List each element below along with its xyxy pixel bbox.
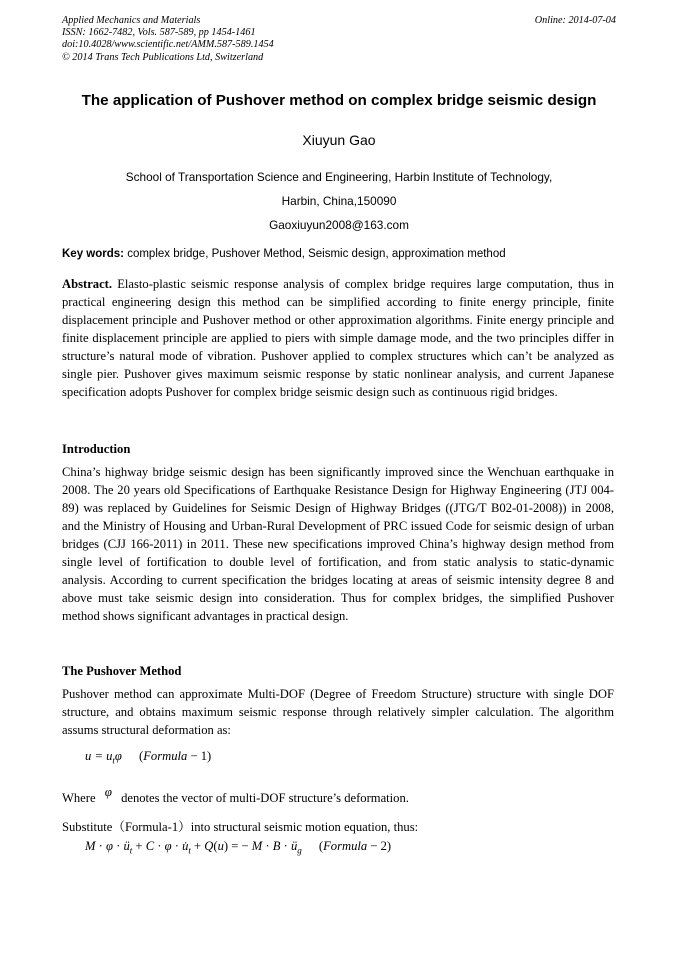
- issn-line: ISSN: 1662-7482, Vols. 587-589, pp 1454-1461: [62, 27, 256, 39]
- journal-header: [62, 15, 616, 64]
- substitute-line: Substitute（Formula-1）into structural seismic motion equation, thus:: [62, 820, 419, 834]
- affiliation-line-2: Harbin, China,150090: [281, 194, 397, 208]
- keywords-text: complex bridge, Pushover Method, Seismic design, approximation method: [127, 248, 506, 260]
- doi-line: doi:10.4028/www.scientific.net/AMM.587-589.1454: [62, 39, 274, 51]
- abstract-label: Abstract.: [62, 277, 113, 291]
- pushover-text: Pushover method can approximate Multi-DOF (Degree of Freedom Structure) structure with single DOF structure, and obtains maximum seismic response through relatively simpler calculation. The algorithm assums structural deformation as:: [62, 687, 614, 737]
- copyright-line: © 2014 Trans Tech Publications Ltd, Switzerland: [62, 51, 264, 63]
- online-date: Online: 2014-07-04: [534, 15, 616, 26]
- author-email: Gaoxiuyun2008@163.com: [269, 218, 409, 232]
- introduction-heading: Introduction: [62, 442, 131, 456]
- formula-1: $u = u_t\varphi$ (Formula − 1): [85, 749, 212, 766]
- keywords-label: Key words:: [62, 248, 124, 260]
- affiliation-line-1: School of Transportation Science and Engineering, Harbin Institute of Technology,: [125, 170, 553, 184]
- introduction-text: China’s highway bridge seismic design has been significantly improved since the Wenchuan earthquake in 2008. The 20 years old Specifications of Earthquake Resistance Design for Highway Engineering (JTJ 004-89) was replaced by Guidelines for Seismic Design of Highway Bridges ((JTG/T B02-01-2008)) in 2008, and the Ministry of Housing and Urban-Rural Development of PRC issued Code for seismic design of urban bridges (CJJ 166-2011) in 2011. These new specifications improved China’s highway design method from single level of fortification to double level of fortification, and from static analysis to static-dynamic analysis. According to current specification the bridges locating at areas of seismic intensity degree 8 and above must take seismic design into consideration. Thus for complex bridges, the simplified Pushover method shows significant advantages in practical design.: [62, 465, 614, 623]
- phi-symbol: φ: [104, 784, 112, 799]
- formula-2: $M \cdot \varphi \cdot ü_t + C \cdot \varphi$ · $u̇_t + Q(u)$ = − $M \cdot B \cdot ü_g$ (Formula − 2): [85, 839, 392, 856]
- where-line: Where φ denotes the vector of multi-DOF structure’s deformation.: [62, 784, 409, 805]
- pushover-heading: The Pushover Method: [62, 664, 182, 678]
- keywords: [62, 248, 618, 260]
- journal-name: Applied Mechanics and Materials: [62, 15, 201, 26]
- paper-title: The application of Pushover method on complex bridge seismic design: [81, 92, 597, 109]
- abstract-text: Elasto-plastic seismic response analysis of complex bridge requires large computation, thus in practical engineering design this method can be simplified according to finite energy principle, finite displacement principle and Pushover method or other approximation algorithms. Finite energy principle and finite displacement principle are applied to piers with simple damage mode, and the two principles differ in structure’s natural mode of vibration. Pushover applied to complex structures which can’t be analyzed as single pier. Pushover gives maximum seismic response by static nonlinear analysis, and current Japanese specification adopts Pushover for complex bridge seismic design such as continuous rigid bridges.: [62, 277, 614, 399]
- author-name: Xiuyun Gao: [302, 132, 376, 148]
- abstract: [62, 276, 614, 402]
